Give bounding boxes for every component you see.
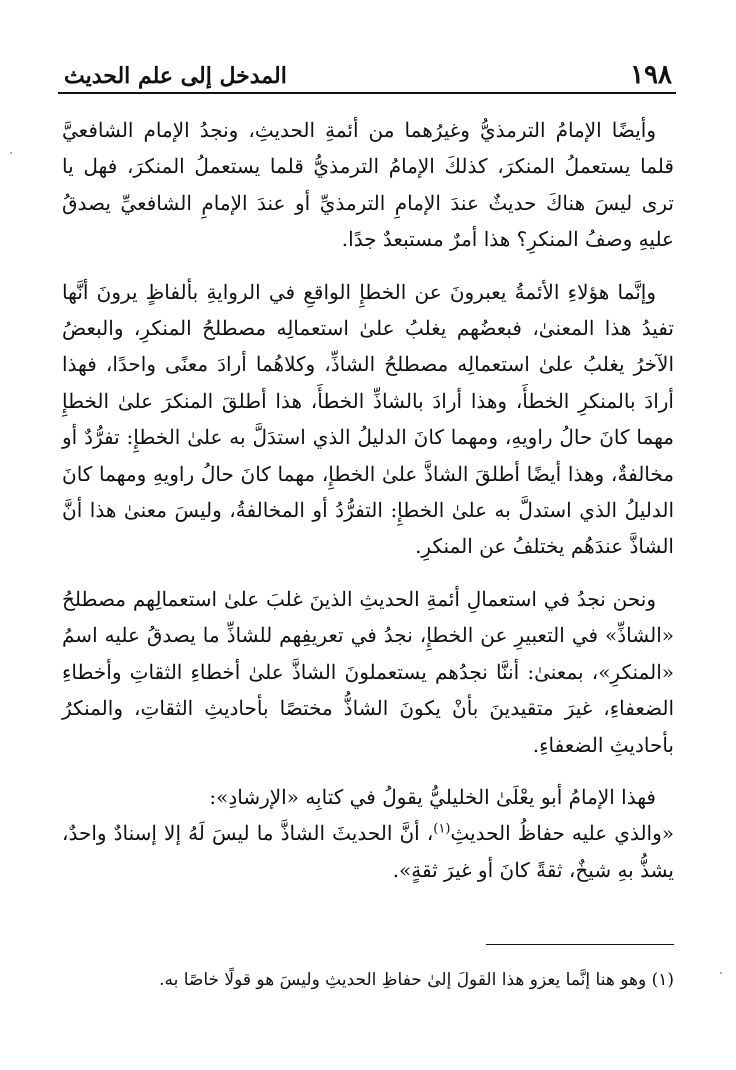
body-text — [62, 112, 674, 888]
running-title: المدخل إلى علم الحديث — [64, 63, 287, 89]
quotation-text-end: ، أنَّ الحديثَ الشاذَّ ما ليسَ لَهُ إلا إسنادٌ واحدٌ، يشذُّ بهِ شيخٌ، ثقةً كانَ أو غيرَ ثقةٍ». — [62, 821, 674, 882]
paragraph: فهذا الإمامُ أبو يعْلَىٰ الخليليُّ يقولُ في كتابِه «الإرشادِ»: — [209, 784, 656, 809]
paragraph: ونحن نجدُ في استعمالِ أئمةِ الحديثِ الذينَ غلبَ علىٰ استعمالِهم مصطلحُ «الشاذِّ» في التعبيرِ عن الخطإِ، نجدُ في تعريفِهم للشاذِّ ما يصدقُ عليه اسمُ «المنكرِ»، بمعنىٰ: أننَّا نجدُهم يستعملونَ الشاذَّ علىٰ أخطاءِ الثقاتِ وأخطاءِ الضعفاءِ، غيرَ متقيدينَ بأنْ يكونَ الشاذُّ مختصًا بأحاديثِ الثقاتِ، والمنكرُ بأحاديثِ الضعفاءِ. — [62, 586, 675, 757]
footnote-reference: (١) — [433, 821, 451, 837]
paragraph: وإنَّما هؤلاءِ الأئمةُ يعبرونَ عن الخطإِ الواقعِ في الروايةِ بألفاظٍ يرونَ أنَّها تفيدُ هذا المعنىٰ، فبعضُهم يغلبُ علىٰ استعمالِه مصطلحُ المنكرِ، والبعضُ الآخرُ يغلبُ علىٰ استعمالِه مصطلحُ الشاذِّ، وكلاهُما أرادَ معنًى واحدًا، فهذا أرادَ بالمنكرِ الخطأَ، وهذا أرادَ بالشاذِّ الخطأَ، هذا أطلقَ المنكرَ علىٰ الخطإِ مهما كانَ حالُ راويهِ، ومهما كانَ الدليلُ الذي استدَلَّ به علىٰ الخطإِ: تفرُّدٌ أو مخالفةٌ، وهذا أيضًا أطلقَ الشاذَّ علىٰ الخطإِ، مهما كانَ حالُ راويهِ ومهما كانَ الدليلُ الذي استدلَّ به علىٰ الخطإِ: التفرُّدُ أو المخالفةُ، وليسَ معنىٰ هذا أنَّ الشاذَّ عندَهُم يختلفُ عن المنكرِ. — [62, 279, 674, 559]
footnote: (١) وهو هنا إنَّما يعزو هذا القولَ إلىٰ حفاظِ الحديثِ وليسَ هو قولًا خاصًا به. — [159, 970, 674, 990]
paragraph: وأيضًا الإمامُ الترمذيُّ وغيرُهما من أئمةِ الحديثِ، ونجدُ الإمام الشافعيَّ قلما يستعملُ المنكرَ، كذلكَ الإمامُ الترمذيُّ قلما يستعملُ المنكرَ، فهل يا ترى ليسَ هناكَ حديثٌ عندَ الإمامِ الترمذيِّ أو عندَ الإمامِ الشافعيِّ يصدقُ عليهِ وصفُ المنكرِ؟ هذا أمرٌ مستبعدٌ جدًا. — [62, 118, 674, 252]
scan-speck — [720, 972, 722, 974]
quotation-text-start: «والذي عليه حفاظُ الحديثِ — [450, 821, 675, 846]
page-number: ١٩٨ — [630, 60, 672, 90]
page-header — [58, 58, 676, 94]
quotation — [62, 815, 674, 888]
scan-speck — [10, 152, 12, 154]
footnote-divider — [486, 944, 674, 945]
